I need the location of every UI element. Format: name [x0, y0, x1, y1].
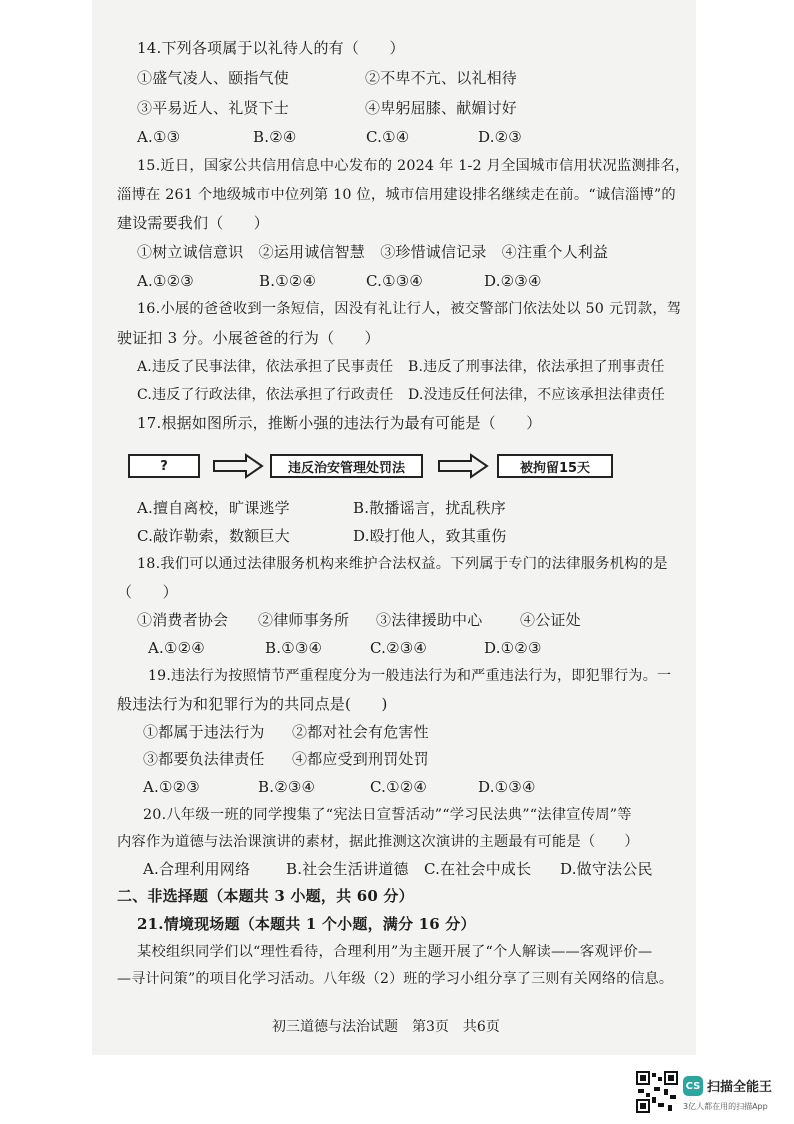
qr-code-icon [636, 1071, 678, 1113]
watermark-tagline: 3亿人都在用的扫描App [683, 1102, 768, 1111]
q16-option-b: B.违反了刑事法律，依法承担了刑事责任 [408, 359, 665, 375]
q18-option-4: ④公证处 [520, 611, 581, 629]
q21-body-2: —寻计问策”的项目化学习活动。八年级（2）班的学习小组分享了三则有关网络的信息。 [117, 971, 674, 987]
flow-arrow-1-icon [212, 452, 266, 480]
q21-title: 21.情境现场题（本题共 1 个小题，满分 16 分） [137, 915, 476, 933]
q14-stem: 14.下列各项属于以礼待人的有（ ） [137, 39, 405, 57]
q19-option-2: ②都对社会有危害性 [292, 723, 429, 741]
q20-choice-d: D.做守法公民 [560, 860, 653, 878]
q15-stem-1: 15.近日，国家公共信用信息中心发布的 2024 年 1-2 月全国城市信用状况监测排名， [137, 158, 690, 174]
q15-choice-a: A.①②③ [137, 272, 194, 290]
flow-box-unknown: ? [128, 454, 200, 478]
q19-choice-b: B.②③④ [258, 778, 316, 796]
camscanner-logo-icon: CS [683, 1076, 703, 1096]
q14-choice-a: A.①③ [137, 128, 181, 146]
q16-option-d: D.没违反任何法律，不应该承担法律责任 [408, 387, 665, 403]
q16-stem-1: 16.小展的爸爸收到一条短信，因没有礼让行人，被交警部门依法处以 50 元罚款，驾 [137, 301, 682, 317]
q18-stem-1: 18.我们可以通过法律服务机构来维护合法权益。下列属于专门的法律服务机构的是 [137, 556, 668, 572]
q20-choice-a: A.合理利用网络 [143, 860, 251, 878]
q14-option-1: ①盛气凌人、颐指气使 [137, 69, 290, 87]
q18-choice-d: D.①②③ [484, 639, 542, 657]
q18-choice-a: A.①②④ [148, 639, 205, 657]
q17-option-b: B.散播谣言，扰乱秩序 [353, 499, 506, 517]
q15-stem-2: 淄博在 261 个地级城市中位列第 10 位，城市信用建设排名继续走在前。“诚信淄博”的 [117, 187, 676, 203]
q17-option-d: D.殴打他人，致其重伤 [353, 527, 507, 545]
q19-stem-1: 19.违法行为按照情节严重程度分为一般违法行为和严重违法行为，即犯罪行为。一 [148, 668, 672, 684]
q19-choice-a: A.①②③ [143, 778, 200, 796]
q15-choice-c: C.①③④ [366, 272, 424, 290]
q15-stem-3: 建设需要我们（ ） [117, 214, 270, 232]
watermark-app-name: 扫描全能王 [707, 1080, 773, 1095]
q18-option-2: ②律师事务所 [258, 611, 350, 629]
q19-option-4: ④都应受到刑罚处罚 [292, 750, 429, 768]
q19-option-3: ③都要负法律责任 [143, 750, 265, 768]
q19-stem-2: 般违法行为和犯罪行为的共同点是( ) [117, 695, 388, 713]
q17-stem: 17.根据如图所示，推断小强的违法行为最有可能是（ ） [137, 414, 542, 432]
q14-option-2: ②不卑不亢、以礼相待 [365, 69, 518, 87]
flow-box-detention: 被拘留15天 [497, 454, 613, 478]
q19-option-1: ①都属于违法行为 [143, 723, 265, 741]
q18-option-1: ①消费者协会 [137, 611, 229, 629]
q16-option-a: A.违反了民事法律，依法承担了民事责任 [137, 359, 394, 375]
q16-option-c: C.违反了行政法律，依法承担了行政责任 [137, 387, 394, 403]
q16-stem-2: 驶证扣 3 分。小展爸爸的行为（ ） [117, 329, 380, 347]
q20-choice-b: B.社会生活讲道德 [286, 860, 409, 878]
q17-option-c: C.敲诈勒索，数额巨大 [137, 527, 290, 545]
q17-option-a: A.擅自离校，旷课逃学 [137, 499, 290, 517]
q20-choice-c: C.在社会中成长 [424, 860, 532, 878]
q18-choice-b: B.①③④ [265, 639, 323, 657]
q21-body-1: 某校组织同学们以“理性看待，合理利用”为主题开展了“个人解读——客观评价— [137, 944, 653, 960]
q20-stem-1: 20.八年级一班的同学搜集了“宪法日宣誓活动”“学习民法典”“法律宣传周”等 [143, 807, 632, 823]
q14-choice-c: C.①④ [366, 128, 410, 146]
q18-option-3: ③法律援助中心 [376, 611, 483, 629]
section-heading: 二、非选择题（本题共 3 小题，共 60 分） [117, 887, 414, 905]
page-footer: 初三道德与法治试题 第3页 共6页 [272, 1019, 500, 1035]
q14-option-3: ③平易近人、礼贤下士 [137, 99, 290, 117]
q15-choice-d: D.②③④ [484, 272, 542, 290]
q15-choice-b: B.①②④ [259, 272, 317, 290]
q18-stem-2: （ ） [117, 583, 178, 601]
flow-box-violation: 违反治安管理处罚法 [270, 454, 423, 478]
q20-stem-2: 内容作为道德与法治课演讲的素材，据此推测这次演讲的主题最有可能是（ ） [117, 834, 639, 850]
flow-arrow-2-icon [437, 452, 491, 480]
q14-choice-b: B.②④ [253, 128, 297, 146]
q15-options: ①树立诚信意识 ②运用诚信智慧 ③珍惜诚信记录 ④注重个人利益 [137, 243, 609, 261]
q14-choice-d: D.②③ [478, 128, 522, 146]
q18-choice-c: C.②③④ [370, 639, 428, 657]
q14-option-4: ④卑躬屈膝、献媚讨好 [365, 99, 518, 117]
q19-choice-c: C.①②④ [370, 778, 428, 796]
q19-choice-d: D.①③④ [478, 778, 536, 796]
